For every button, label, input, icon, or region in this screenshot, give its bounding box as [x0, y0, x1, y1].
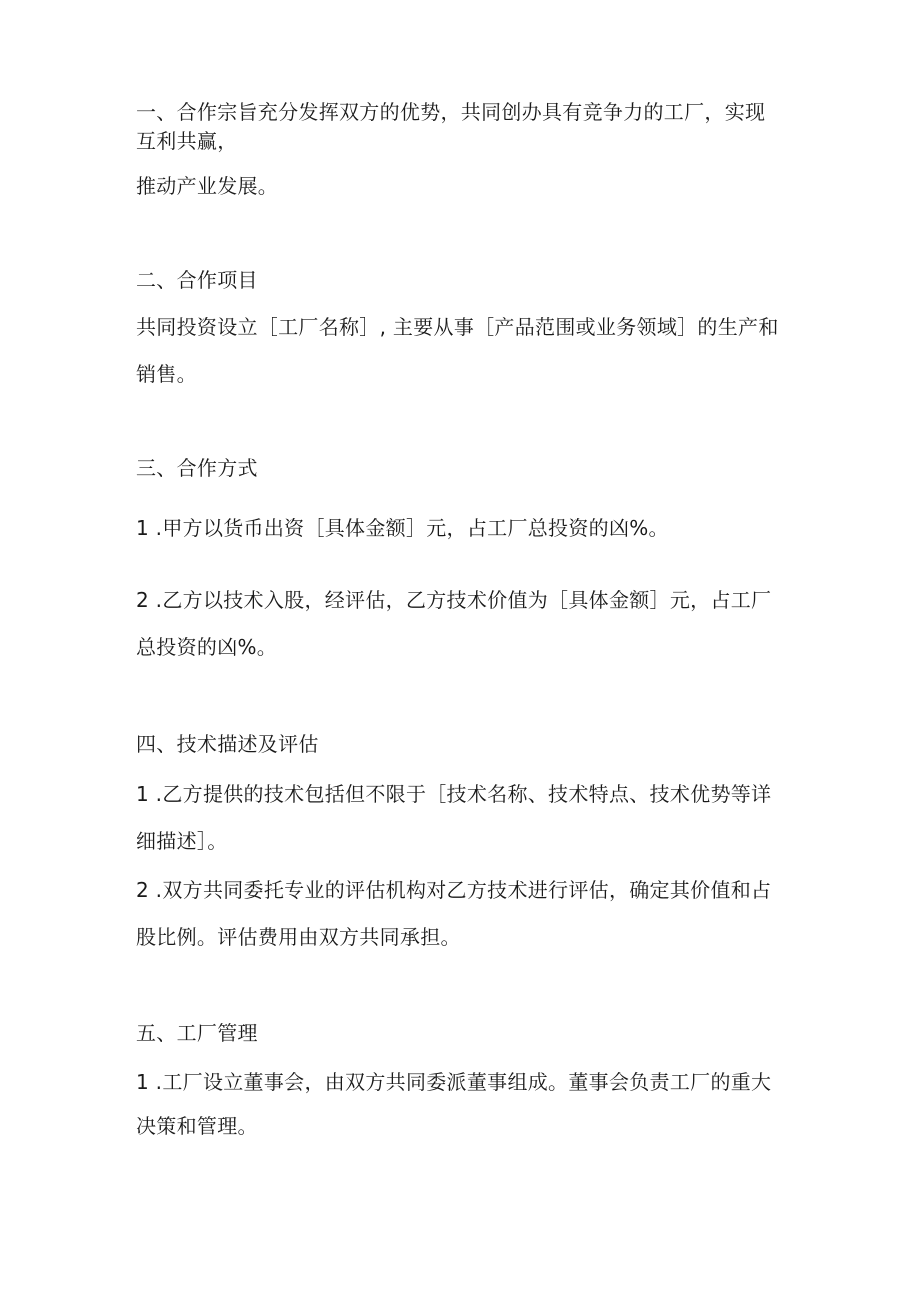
section1-line3: 推动产业发展。: [136, 174, 279, 198]
section3-heading: 三、合作方式: [136, 456, 258, 480]
section2-heading: 二、合作项目: [136, 268, 258, 292]
section1-line1: 一、合作宗旨充分发挥双方的优势，共同创办具有竞争力的工厂，实现: [136, 100, 766, 124]
section4-item1-line1: 1 .乙方提供的技术包括但不限于［技术名称、技术特点、技术优势等详: [136, 782, 772, 806]
section5-item1-line2: 决策和管理。: [136, 1114, 258, 1138]
section2-paragraph-line2: 销售。: [136, 362, 197, 386]
section3-item2-line2: 总投资的凶%。: [136, 635, 278, 659]
section3-item2-line1: 2 .乙方以技术入股，经评估，乙方技术价值为［具体金额］元，占工厂: [136, 588, 772, 612]
section4-item1-line2: 细描述］。: [136, 829, 228, 853]
section5-item1-line1: 1 .工厂设立董事会，由双方共同委派董事组成。董事会负责工厂的重大: [136, 1070, 772, 1094]
section4-heading: 四、技术描述及评估: [136, 732, 319, 756]
section5-heading: 五、工厂管理: [136, 1021, 258, 1045]
section4-item2-line2: 股比例。评估费用由双方共同承担。: [136, 925, 461, 949]
section2-paragraph-line1: 共同投资设立［工厂名称］, 主要从事［产品范围或业务领域］的生产和: [136, 315, 779, 339]
section4-item2-line1: 2 .双方共同委托专业的评估机构对乙方技术进行评估，确定其价值和占: [136, 878, 772, 902]
section1-line2: 互利共赢，: [136, 129, 238, 153]
section3-item1-line1: 1 .甲方以货币出资［具体金额］元，占工厂总投资的凶%。: [136, 516, 669, 540]
